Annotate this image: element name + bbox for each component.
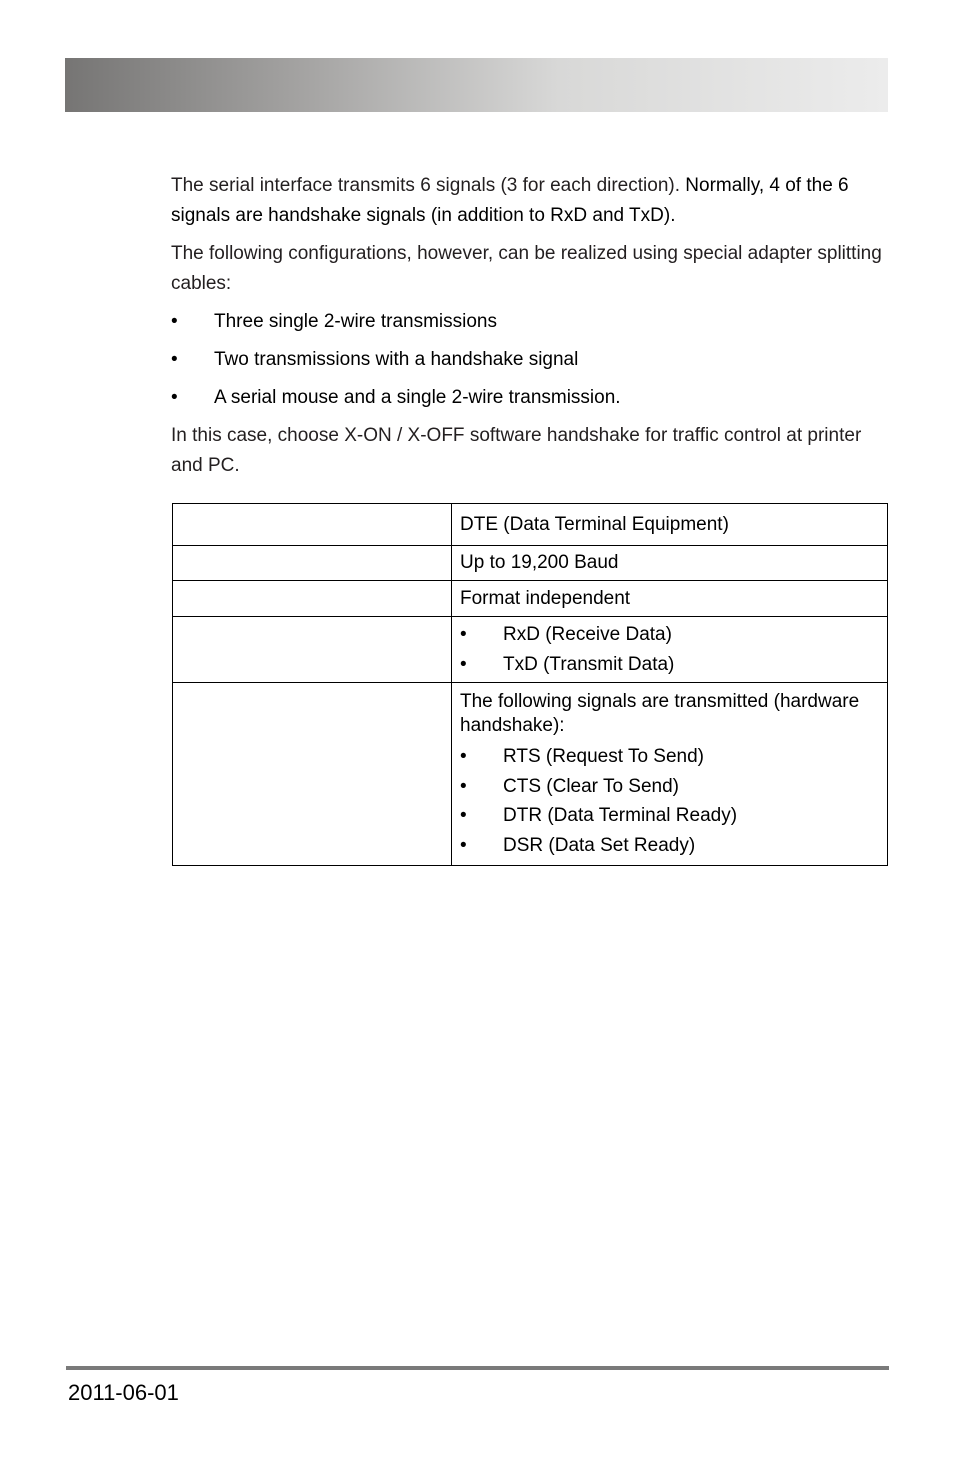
bullet-icon: • [460, 624, 467, 645]
bullet-icon: • [171, 311, 178, 332]
list-item-text: Two transmissions with a handshake signal [214, 349, 579, 370]
list-item-text: A serial mouse and a single 2-wire transmission. [214, 387, 621, 408]
list-item [171, 383, 888, 413]
table-label-cell [173, 504, 452, 546]
table-value-cell [452, 581, 888, 617]
interface-spec-table [172, 503, 888, 866]
list-item [460, 742, 879, 772]
table-value-cell [452, 504, 888, 546]
cell-text: Format independent [460, 587, 631, 609]
list-item-text: TxD (Transmit Data) [503, 653, 675, 675]
header-band [65, 58, 888, 112]
bullet-icon: • [460, 746, 467, 767]
bullet-icon: • [460, 834, 467, 856]
bullet-icon: • [460, 653, 467, 675]
list-item [460, 801, 879, 831]
footer-date: 2011-06-01 [68, 1380, 179, 1405]
table-label-cell [173, 617, 452, 683]
list-item [171, 345, 888, 375]
handshake-note: In this case, choose X-ON / X-OFF software handshake for traffic control at printer and PC. [171, 425, 862, 476]
list-item-text: Three single 2-wire transmissions [214, 311, 497, 332]
intro-text-normally: Normally, 4 of the 6 signals are handshake signals (in addition to RxD and TxD). [171, 175, 849, 226]
body-content [171, 171, 888, 489]
table-label-cell [173, 683, 452, 866]
list-item [171, 307, 888, 337]
bullet-icon: • [460, 775, 467, 797]
table-row [173, 683, 888, 866]
table-value-cell [452, 683, 888, 866]
table-label-cell [173, 581, 452, 617]
table-row [173, 581, 888, 617]
cell-text: DTE (Data Terminal Equipment) [460, 513, 729, 535]
cell-text: Up to 19,200 Baud [460, 552, 619, 573]
list-item [460, 620, 879, 650]
list-item-text: DSR (Data Set Ready) [503, 834, 696, 856]
config-paragraph: The following configurations, however, can be realized using special adapter splitting cables: [171, 243, 882, 294]
signal-list [460, 620, 879, 679]
table-label-cell [173, 546, 452, 581]
list-item [460, 772, 879, 802]
bullet-icon: • [460, 805, 467, 826]
table-row [173, 617, 888, 683]
list-item-text: RxD (Receive Data) [503, 624, 672, 645]
bullet-icon: • [171, 349, 178, 370]
intro-text: The serial interface transmits 6 signals (3 for each direction). [171, 175, 680, 196]
footer-rule [66, 1366, 889, 1370]
table-value-cell [452, 617, 888, 683]
list-item [460, 650, 879, 680]
config-list [171, 307, 888, 413]
list-item-text: DTR (Data Terminal Ready) [503, 805, 738, 826]
table-row [173, 546, 888, 581]
cell-text: The following signals are transmitted (hardware handshake): [460, 691, 860, 736]
list-item [460, 831, 879, 861]
list-item-text: CTS (Clear To Send) [503, 775, 679, 797]
table-row [173, 504, 888, 546]
handshake-signal-list [460, 742, 879, 860]
list-item-text: RTS (Request To Send) [503, 746, 705, 767]
intro-paragraph [171, 171, 888, 231]
table-value-cell [452, 546, 888, 581]
bullet-icon: • [171, 387, 178, 408]
